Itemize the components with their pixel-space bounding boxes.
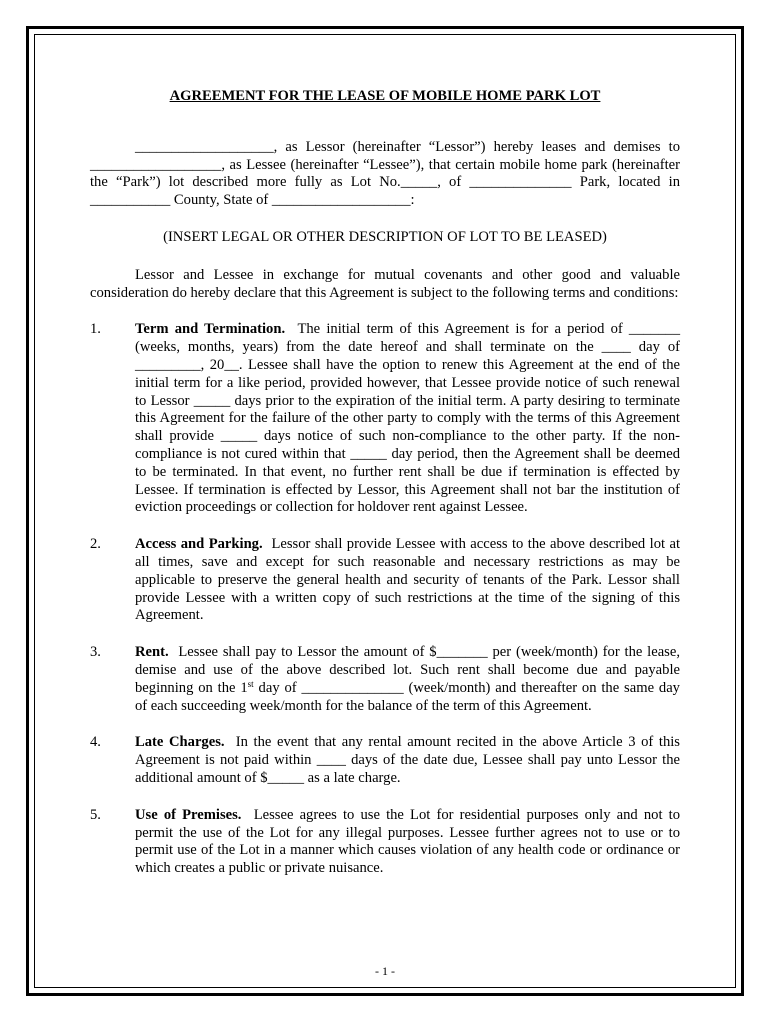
section-access-and-parking xyxy=(90,536,680,625)
section-heading: Rent. xyxy=(135,644,179,661)
ordinal-superscript: st xyxy=(247,678,254,689)
section-number: 4. xyxy=(90,734,101,751)
section-number: 1. xyxy=(90,321,101,338)
legal-description-placeholder: (INSERT LEGAL OR OTHER DESCRIPTION OF LOT TO BE LEASED) xyxy=(163,228,607,245)
section-heading: Access and Parking. xyxy=(135,536,272,553)
section-text: The initial term of this Agreement is for a period of _______ (weeks, months, years) from the date hereof and shall terminate on the ____ day of _________, 20__. Lessee shall have the option to renew this Agreement at the end of the initial term for a like period, provided however, that Lessee provide notice of such renewal to Lessor _____ days prior to the expiration of the initial term. A party desiring to terminate this Agreement for the failure of the other party to comply with the terms of this Agreement shall provide _____ days notice of such non-compliance to the other party. If the non-compliance is not cured within that _____ day period, then the Agreement shall be deemed to be terminated. In that event, no further rent shall be due if termination is effected by Lessee. If termination is effected by Lessor, this Agreement shall not bar the institution of eviction proceedings or collection for holdover rent against Lessee. xyxy=(135,321,680,516)
section-number: 5. xyxy=(90,806,101,823)
document-title: AGREEMENT FOR THE LEASE OF MOBILE HOME PARK LOT xyxy=(169,88,601,104)
section-late-charges xyxy=(90,734,680,787)
section-text: Lessor shall provide Lessee with access to the above described lot at all times, save and except for such reasonable and necessary restrictions as may be applicable to preserve the general health and security of tenants of the Park. Lessor shall provide Lessee with a written copy of such restrictions at the time of the signing of this Agreement. xyxy=(135,536,681,624)
section-text: Lessee shall pay to Lessor the amount of $_______ per (week/month) for the lease, demise and use of the above described lot. Such rent shall become due and payable beginning on the 1 xyxy=(135,644,680,696)
section-term-and-termination xyxy=(90,321,680,517)
section-text: In the event that any rental amount recited in the above Article 3 of this Agreement is not paid within ____ days of the date due, Lessee shall pay unto Lessor the additional amount of $_____ as a late charge. xyxy=(135,734,680,786)
section-text-continued: day of ______________ (week/month) and thereafter on the same day of each succeeding week/month for the balance of the term of this Agreement. xyxy=(135,679,680,714)
section-heading: Use of Premises. xyxy=(135,806,254,823)
intro-paragraph: ___________________, as Lessor (hereinafter “Lessor”) hereby leases and demises to __________________, as Lessee (hereinafter “Lessee”), that certain mobile home park (hereinafter the “Park”) lot described more fully as Lot No._____, of ______________ Park, located in ___________ County, State of ___________________: xyxy=(90,138,680,209)
conditions-paragraph: Lessor and Lessee in exchange for mutual covenants and other good and valuable consideration do hereby declare that this Agreement is subject to the following terms and conditions: xyxy=(90,266,680,301)
section-text: Lessee agrees to use the Lot for residential purposes only and not to permit the use of the Lot for any illegal purposes. Lessee further agrees not to use or to permit use of the Lot in a manner which causes violation of any health code or ordinance or which creates a public or private nuisance. xyxy=(135,806,681,877)
section-use-of-premises xyxy=(90,807,680,878)
page-number: - 1 - xyxy=(375,964,395,978)
section-number: 2. xyxy=(90,536,101,553)
document-body xyxy=(90,88,680,897)
section-rent xyxy=(90,644,680,715)
section-number: 3. xyxy=(90,644,101,661)
section-heading: Late Charges. xyxy=(135,734,236,751)
section-heading: Term and Termination. xyxy=(135,321,298,338)
